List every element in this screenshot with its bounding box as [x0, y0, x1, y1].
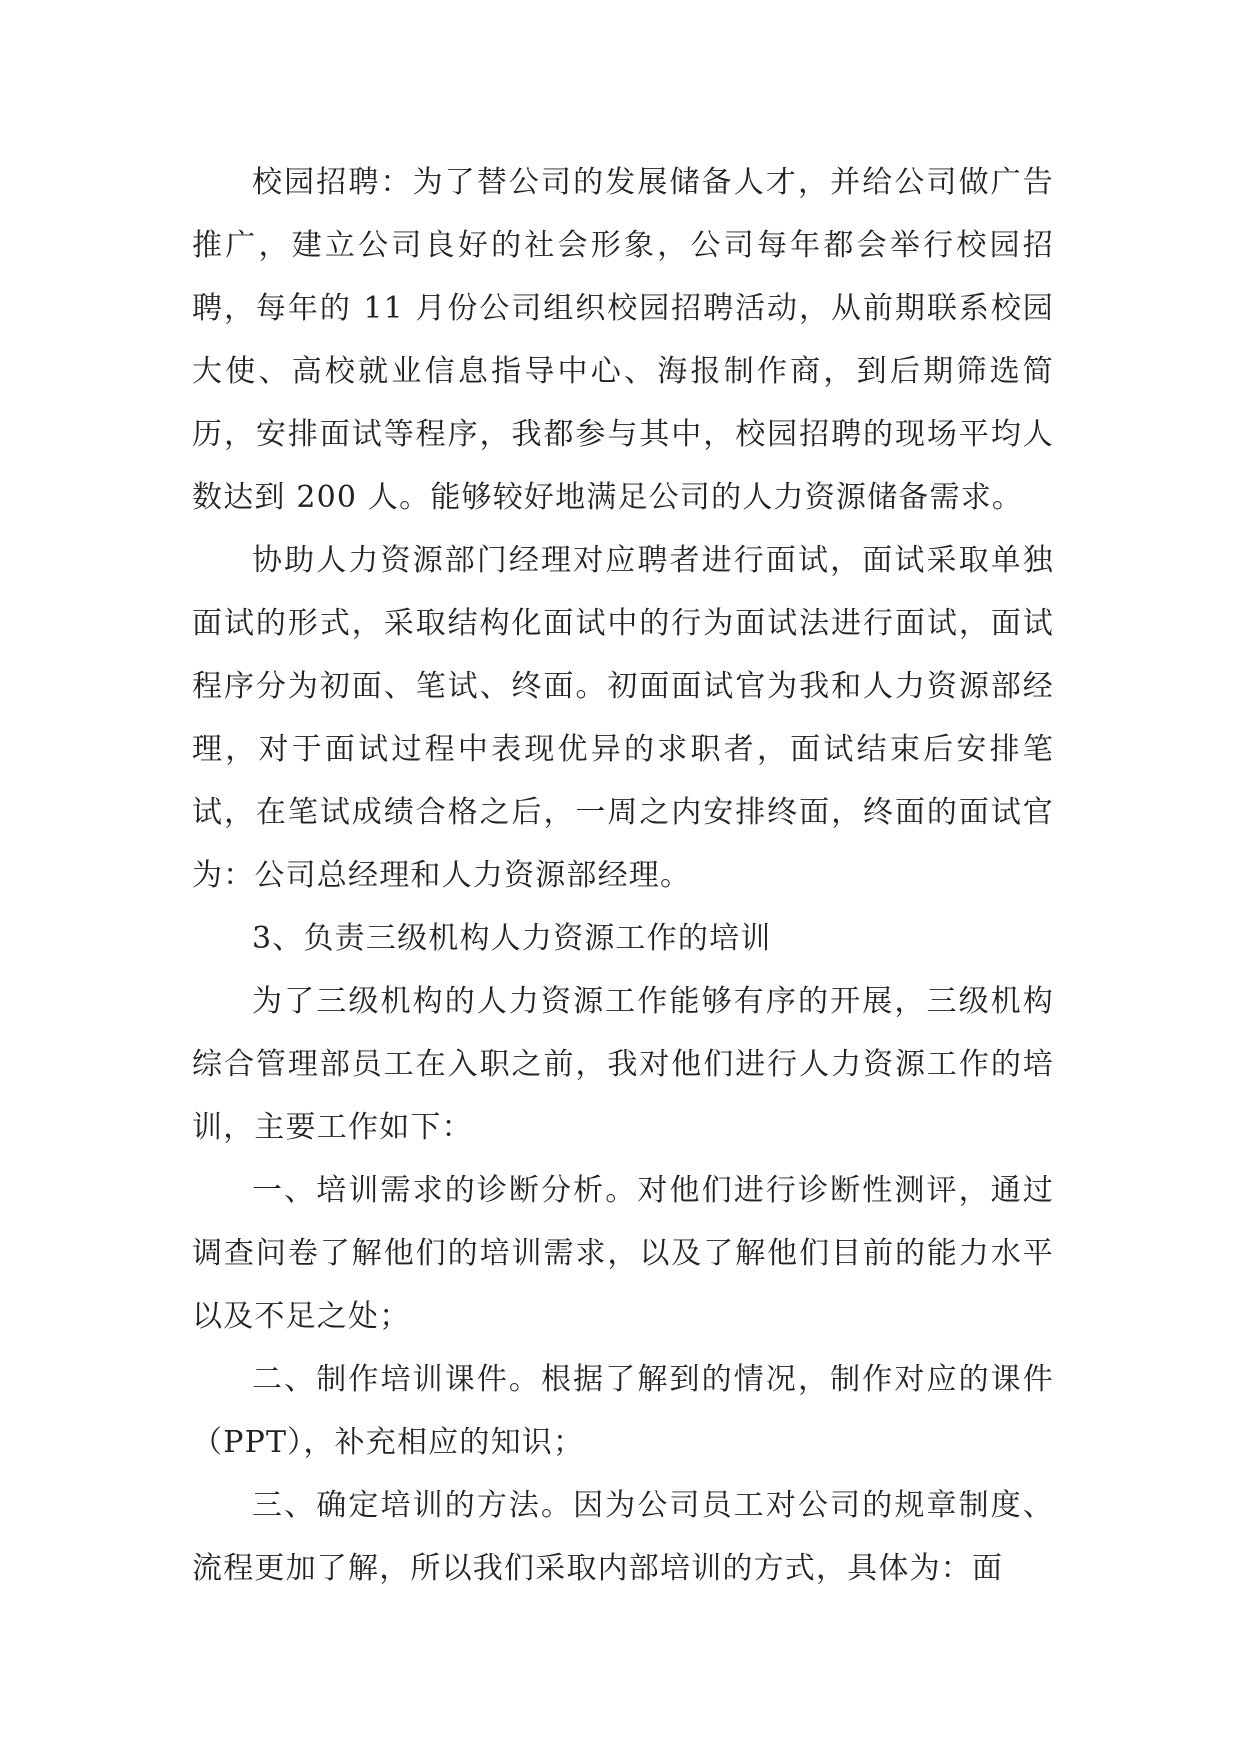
paragraph-campus-recruitment: 校园招聘：为了替公司的发展储备人才，并给公司做广告推广，建立公司良好的社会形象，公司每年都会举行校园招聘，每年的 11 月份公司组织校园招聘活动，从前期联系校园大使、高校就业信息指导中心、海报制作商，到后期筛选简历，安排面试等程序，我都参与其中，校园招聘的现场平均人数达到 200 人。能够较好地满足公司的人力资源储备需求。 — [192, 165, 1054, 515]
paragraph-training-needs: 一、培训需求的诊断分析。对他们进行诊断性测评，通过调查问卷了解他们的培训需求，以及了解他们目前的能力水平以及不足之处； — [192, 1173, 1054, 1334]
paragraph-training-intro: 为了三级机构的人力资源工作能够有序的开展，三级机构综合管理部员工在入职之前，我对他们进行人力资源工作的培训，主要工作如下： — [192, 984, 1054, 1145]
paragraph-interview-assistance: 协助人力资源部门经理对应聘者进行面试，面试采取单独面试的形式，采取结构化面试中的行为面试法进行面试，面试程序分为初面、笔试、终面。初面面试官为我和人力资源部经理，对于面试过程中表现优异的求职者，面试结束后安排笔试，在笔试成绩合格之后，一周之内安排终面，终面的面试官为：公司总经理和人力资源部经理。 — [192, 543, 1054, 893]
paragraph-training-courseware: 二、制作培训课件。根据了解到的情况，制作对应的课件（PPT），补充相应的知识； — [192, 1362, 1054, 1460]
section-heading-training: 3、负责三级机构人力资源工作的培训 — [252, 921, 772, 956]
document-body — [192, 151, 1054, 1600]
paragraph-training-method: 三、确定培训的方法。因为公司员工对公司的规章制度、流程更加了解，所以我们采取内部培训的方式，具体为：面 — [192, 1488, 1054, 1586]
